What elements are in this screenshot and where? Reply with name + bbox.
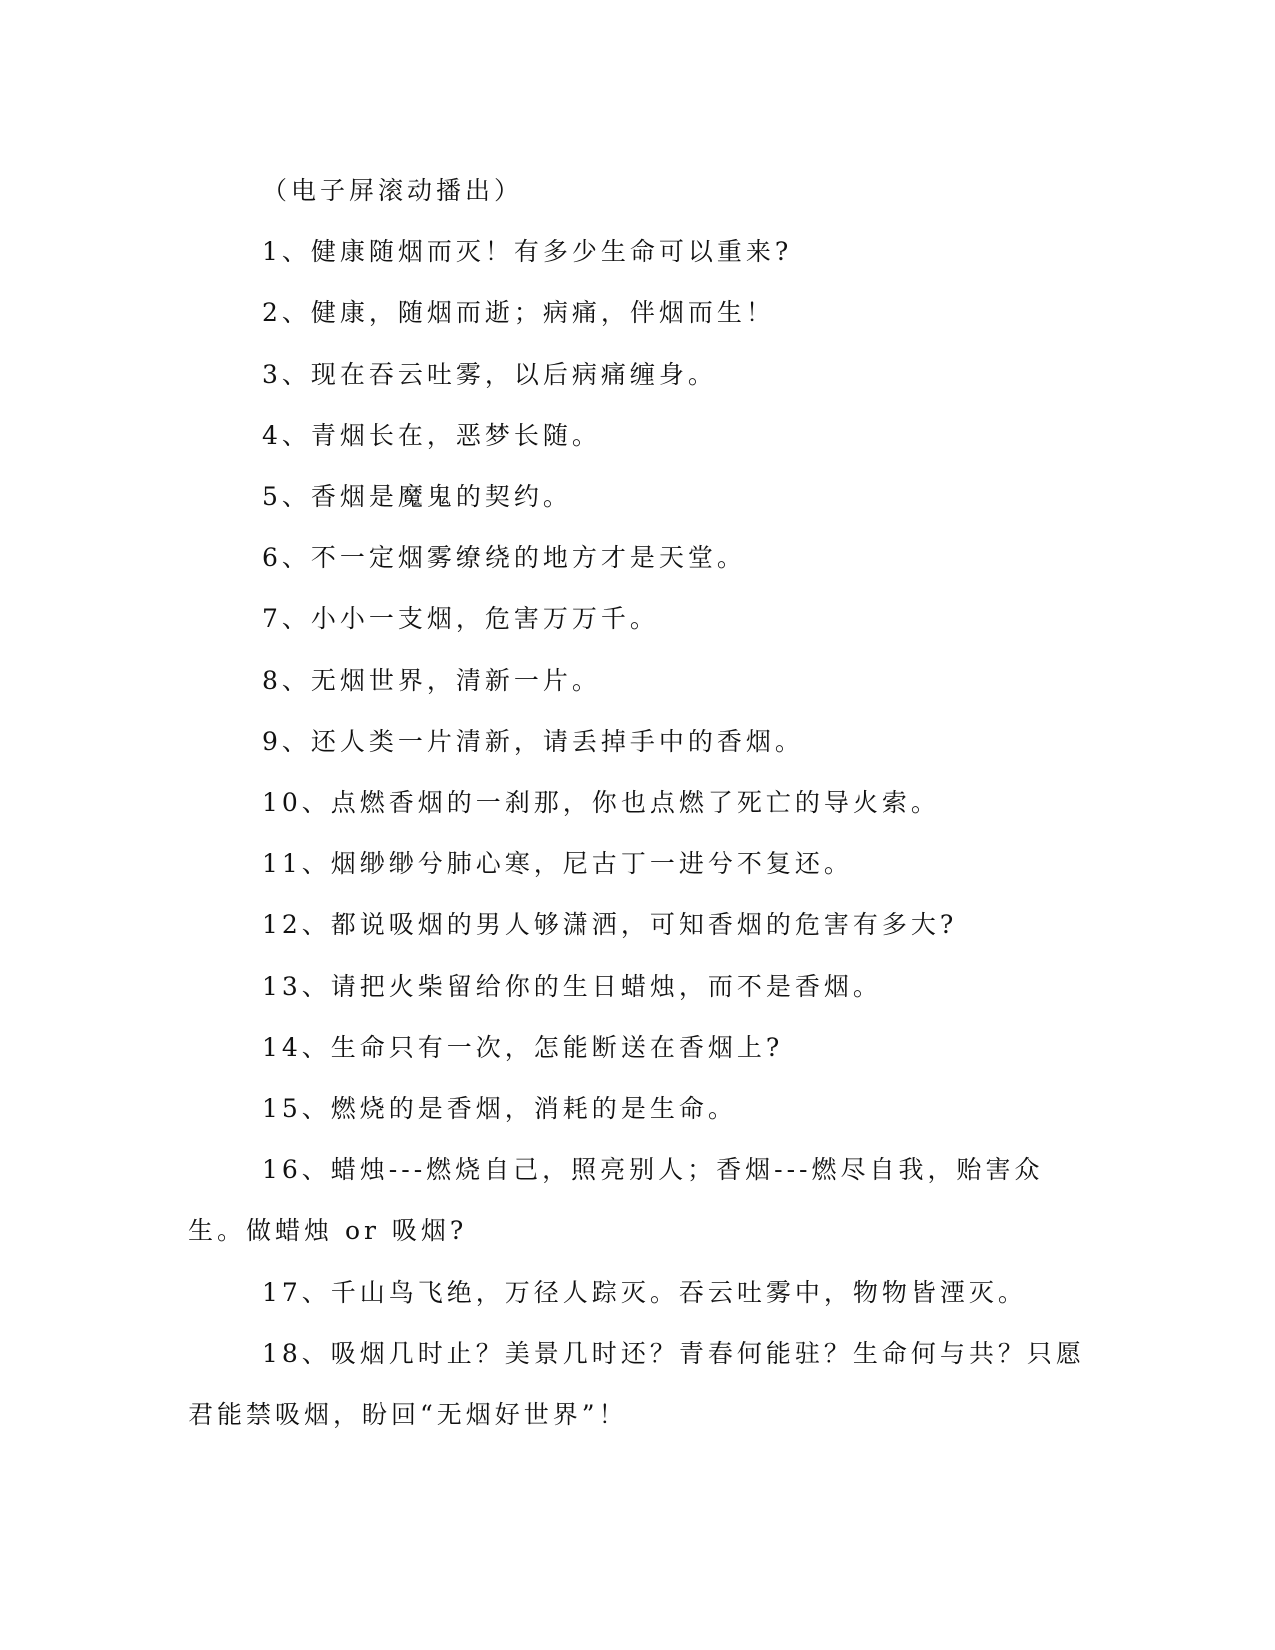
slogan-item: 18、吸烟几时止？美景几时还？青春何能驻？生命何与共？只愿君能禁吸烟，盼回“无烟好世界”！ — [188, 1338, 1085, 1430]
slogan-item: 10、点燃香烟的一刹那，你也点燃了死亡的导火索。 — [262, 788, 940, 818]
intro-line: （电子屏滚动播出） — [262, 176, 524, 205]
slogan-item: 3、现在吞云吐雾，以后病痛缠身。 — [262, 359, 717, 389]
document-body — [188, 160, 1088, 1445]
slogan-item: 16、蜡烛---燃烧自己，照亮别人；香烟---燃尽自我，贻害众生。做蜡烛 or 吸烟? — [188, 1155, 1044, 1246]
slogan-item: 1、健康随烟而灭！有多少生命可以重来? — [262, 237, 793, 267]
slogan-item: 17、千山鸟飞绝，万径人踪灭。吞云吐雾中，物物皆湮灭。 — [262, 1277, 1027, 1307]
slogan-item: 9、还人类一片清新，请丢掉手中的香烟。 — [262, 726, 804, 756]
slogan-item: 12、都说吸烟的男人够潇洒，可知香烟的危害有多大? — [262, 910, 958, 940]
slogan-item: 14、生命只有一次，怎能断送在香烟上? — [262, 1032, 784, 1062]
slogan-item: 5、香烟是魔鬼的契约。 — [262, 482, 572, 512]
slogan-item: 7、小小一支烟，危害万万千。 — [262, 604, 659, 634]
slogan-item: 6、不一定烟雾缭绕的地方才是天堂。 — [262, 543, 746, 573]
slogan-item: 13、请把火柴留给你的生日蜡烛，而不是香烟。 — [262, 971, 882, 1001]
slogan-item: 4、青烟长在，恶梦长随。 — [262, 420, 601, 450]
slogan-item: 15、燃烧的是香烟，消耗的是生命。 — [262, 1094, 737, 1124]
slogan-item: 11、烟缈缈兮肺心寒，尼古丁一进兮不复还。 — [262, 849, 853, 879]
slogan-item: 2、健康，随烟而逝；病痛，伴烟而生！ — [262, 298, 775, 328]
slogan-item: 8、无烟世界，清新一片。 — [262, 665, 601, 695]
